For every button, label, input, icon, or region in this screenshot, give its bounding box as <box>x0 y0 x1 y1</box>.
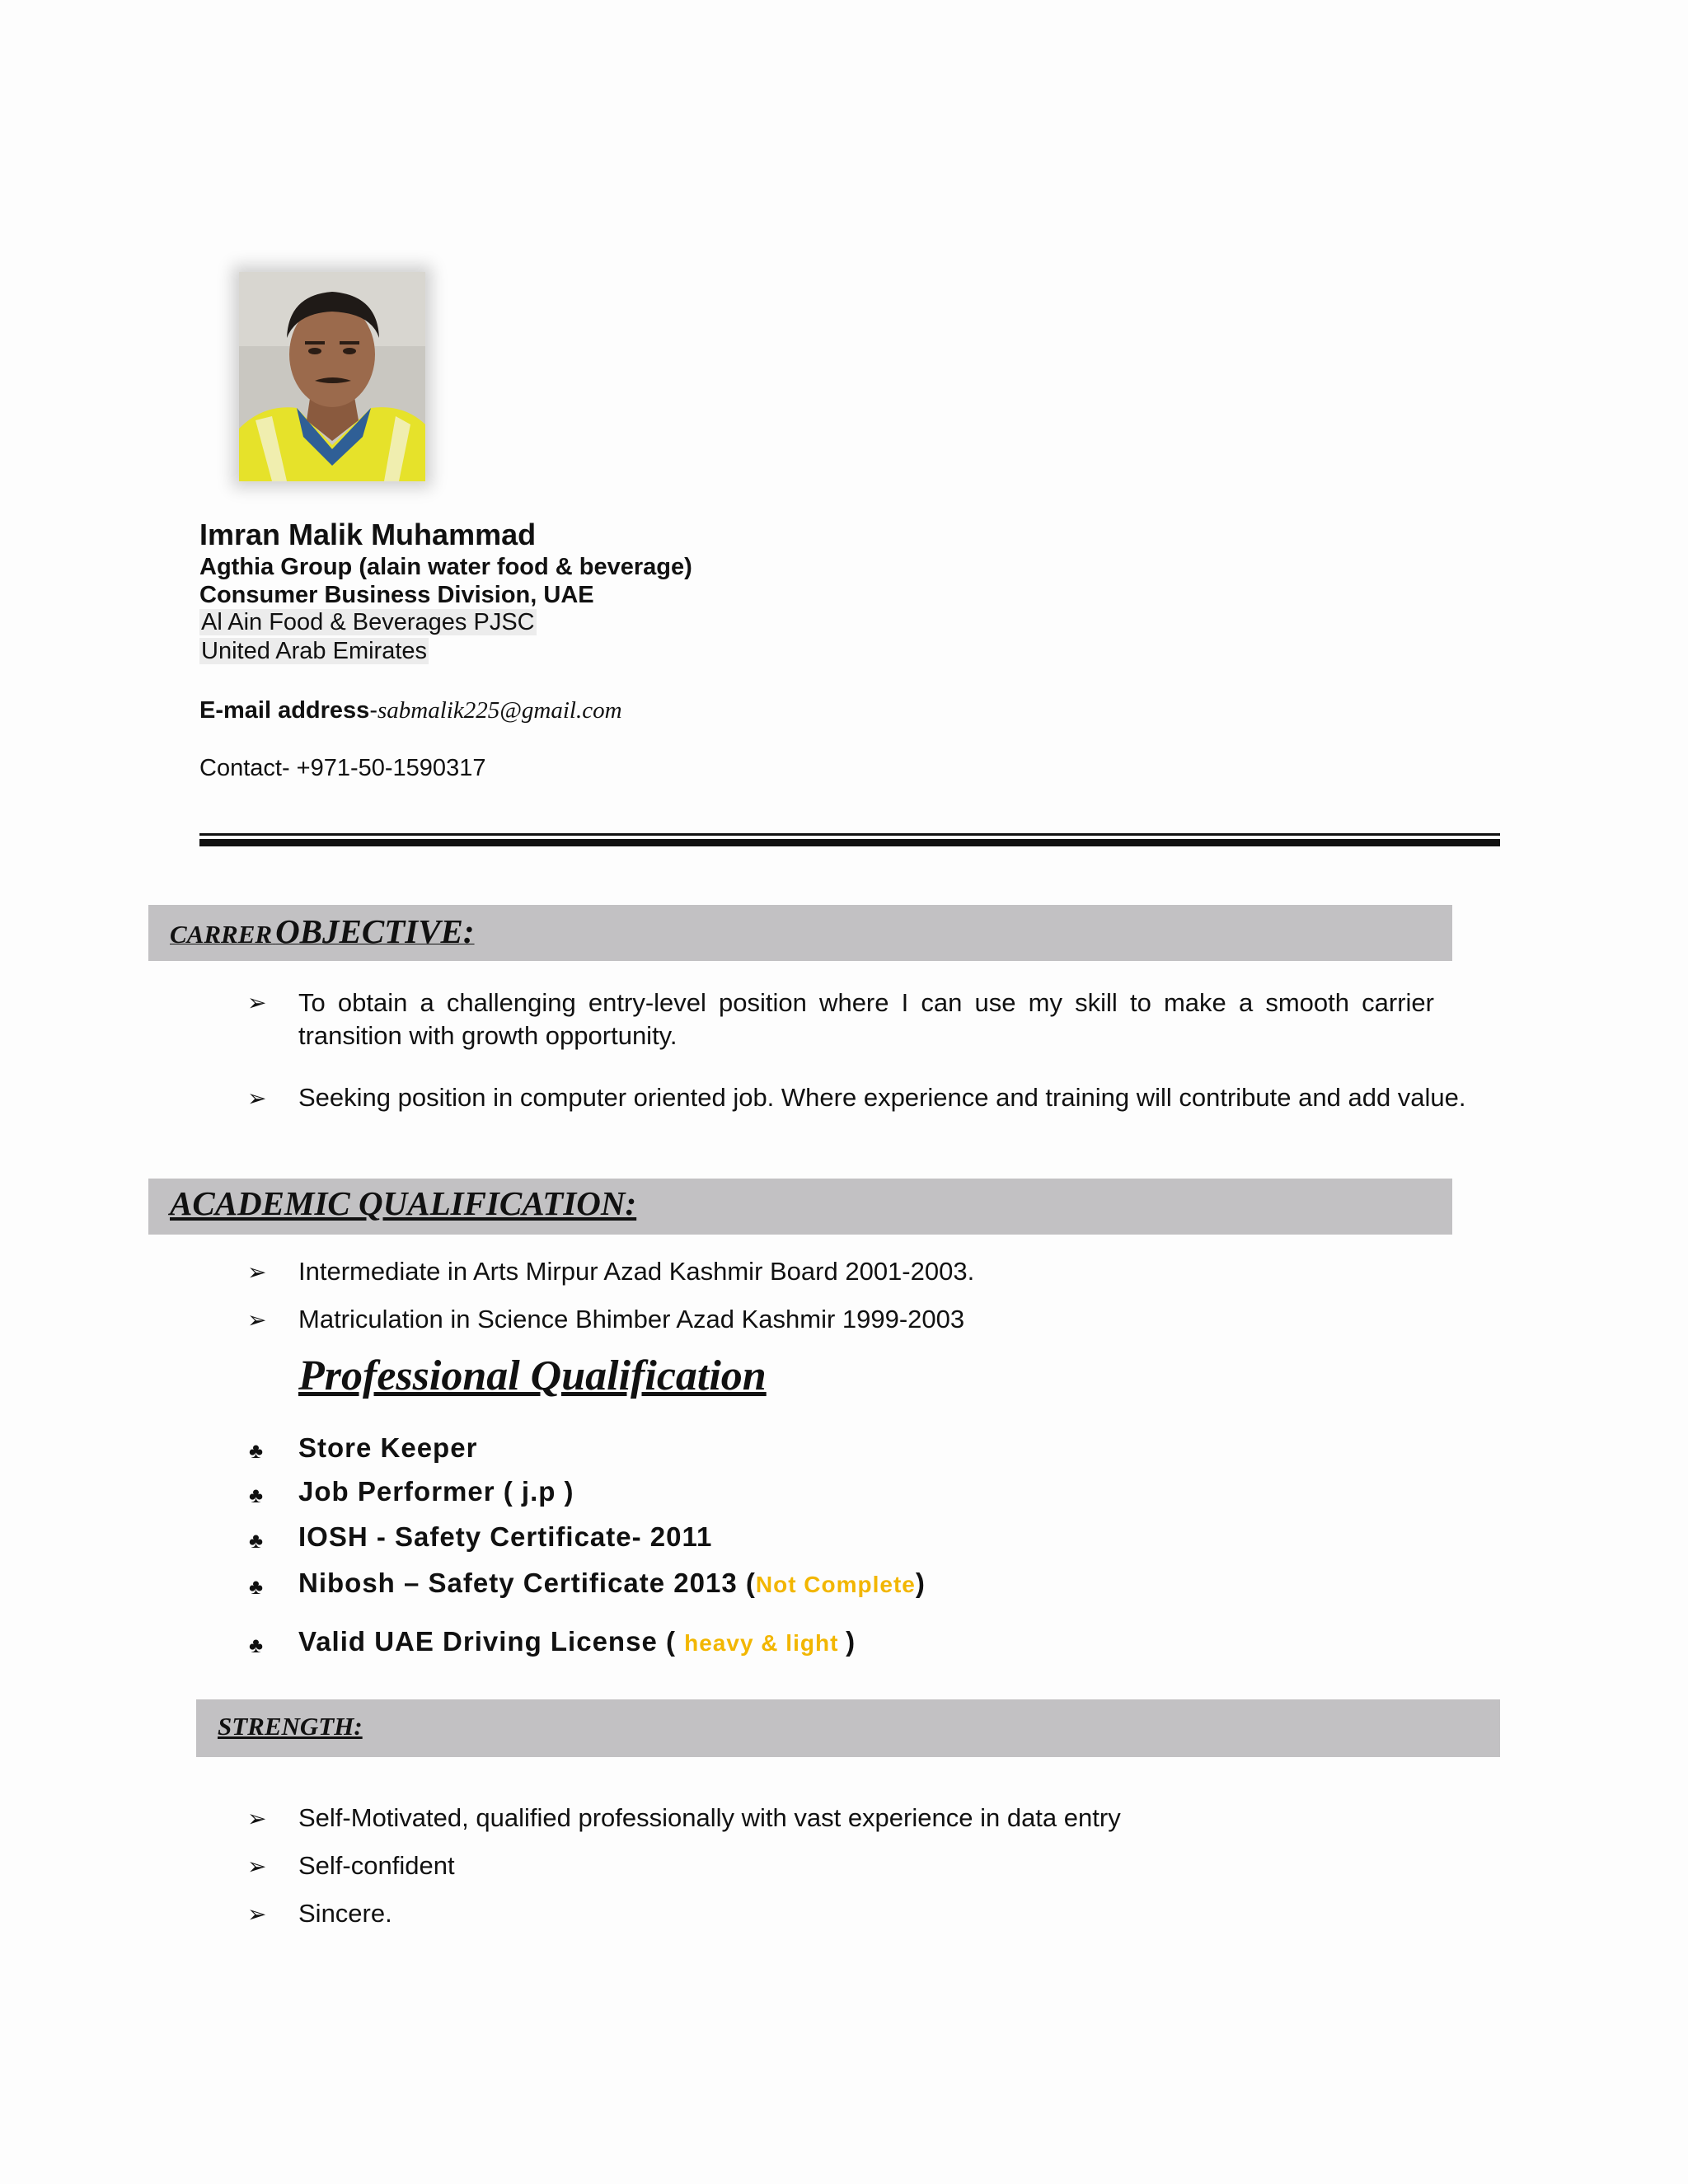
applicant-name: Imran Malik Muhammad <box>199 518 537 551</box>
arrow-bullet-icon: ➢ <box>247 1307 267 1333</box>
strength-item-3: Sincere. <box>298 1899 392 1928</box>
company-line-1: Agthia Group (alain water food & beverage) <box>199 554 692 580</box>
contact-line: Contact- +971-50-1590317 <box>199 755 486 781</box>
arrow-bullet-icon: ➢ <box>247 1259 267 1285</box>
email-value[interactable]: sabmalik225@gmail.com <box>377 697 622 724</box>
strength-item-1: Self-Motivated, qualified professionally with vast experience in data entry <box>298 1803 1121 1832</box>
professional-section-title: Professional Qualification <box>298 1352 767 1399</box>
arrow-bullet-icon: ➢ <box>247 1854 267 1879</box>
profile-photo <box>239 272 425 481</box>
email-separator: - <box>369 697 377 724</box>
club-bullet-icon: ♣ <box>249 1438 264 1463</box>
profile-photo-image <box>239 272 425 481</box>
license-type-note: heavy & light <box>684 1630 846 1656</box>
header-divider-thick <box>199 839 1500 846</box>
license-close: ) <box>846 1626 856 1657</box>
header-divider-thin <box>199 833 1500 836</box>
email-label: E-mail address <box>199 697 370 724</box>
company-line-3-text: Al Ain Food & Beverages PJSC <box>201 609 535 635</box>
objective-section-title <box>170 912 475 951</box>
nibosh-text: Nibosh – Safety Certificate 2013 ( <box>298 1568 756 1598</box>
professional-item-license <box>298 1626 856 1657</box>
nibosh-status-note: Not Complete <box>755 1572 916 1597</box>
company-line-2: Consumer Business Division, UAE <box>199 582 594 608</box>
club-bullet-icon: ♣ <box>249 1483 264 1507</box>
professional-item-job-performer: Job Performer ( j.p ) <box>298 1476 574 1507</box>
objective-item-1: To obtain a challenging entry-level position where I can use my skill to make a smooth carrier transition with growth opportunity. <box>298 988 1434 1050</box>
email-line <box>199 697 622 724</box>
academic-section-title: ACADEMIC QUALIFICATION: <box>170 1184 637 1222</box>
company-line-4 <box>199 638 429 665</box>
academic-item-2: Matriculation in Science Bhimber Azad Kashmir 1999-2003 <box>298 1305 965 1333</box>
license-text: Valid UAE Driving License ( <box>298 1626 685 1657</box>
company-line-3 <box>199 609 537 636</box>
company-line-4-text: United Arab Emirates <box>201 638 428 664</box>
academic-item-1: Intermediate in Arts Mirpur Azad Kashmir Board 2001-2003. <box>298 1257 975 1286</box>
strength-section-bar <box>196 1699 1500 1757</box>
objective-title-small: CARRER <box>170 920 273 949</box>
objective-item-2: Seeking position in computer oriented job. Where experience and training will contribute and add value. <box>298 1083 1466 1112</box>
professional-item-iosh: IOSH - Safety Certificate- 2011 <box>298 1521 713 1552</box>
club-bullet-icon: ♣ <box>249 1528 264 1553</box>
strength-section-title: STRENGTH: <box>218 1712 363 1741</box>
arrow-bullet-icon: ➢ <box>247 990 267 1015</box>
arrow-bullet-icon: ➢ <box>247 1085 267 1111</box>
club-bullet-icon: ♣ <box>249 1574 264 1599</box>
strength-item-2: Self-confident <box>298 1851 455 1880</box>
arrow-bullet-icon: ➢ <box>247 1806 267 1831</box>
professional-item-nibosh <box>298 1568 926 1599</box>
objective-title-big: OBJECTIVE: <box>275 912 475 950</box>
arrow-bullet-icon: ➢ <box>247 1901 267 1927</box>
club-bullet-icon: ♣ <box>249 1633 264 1657</box>
professional-item-store-keeper: Store Keeper <box>298 1432 478 1463</box>
nibosh-close: ) <box>915 1568 926 1598</box>
